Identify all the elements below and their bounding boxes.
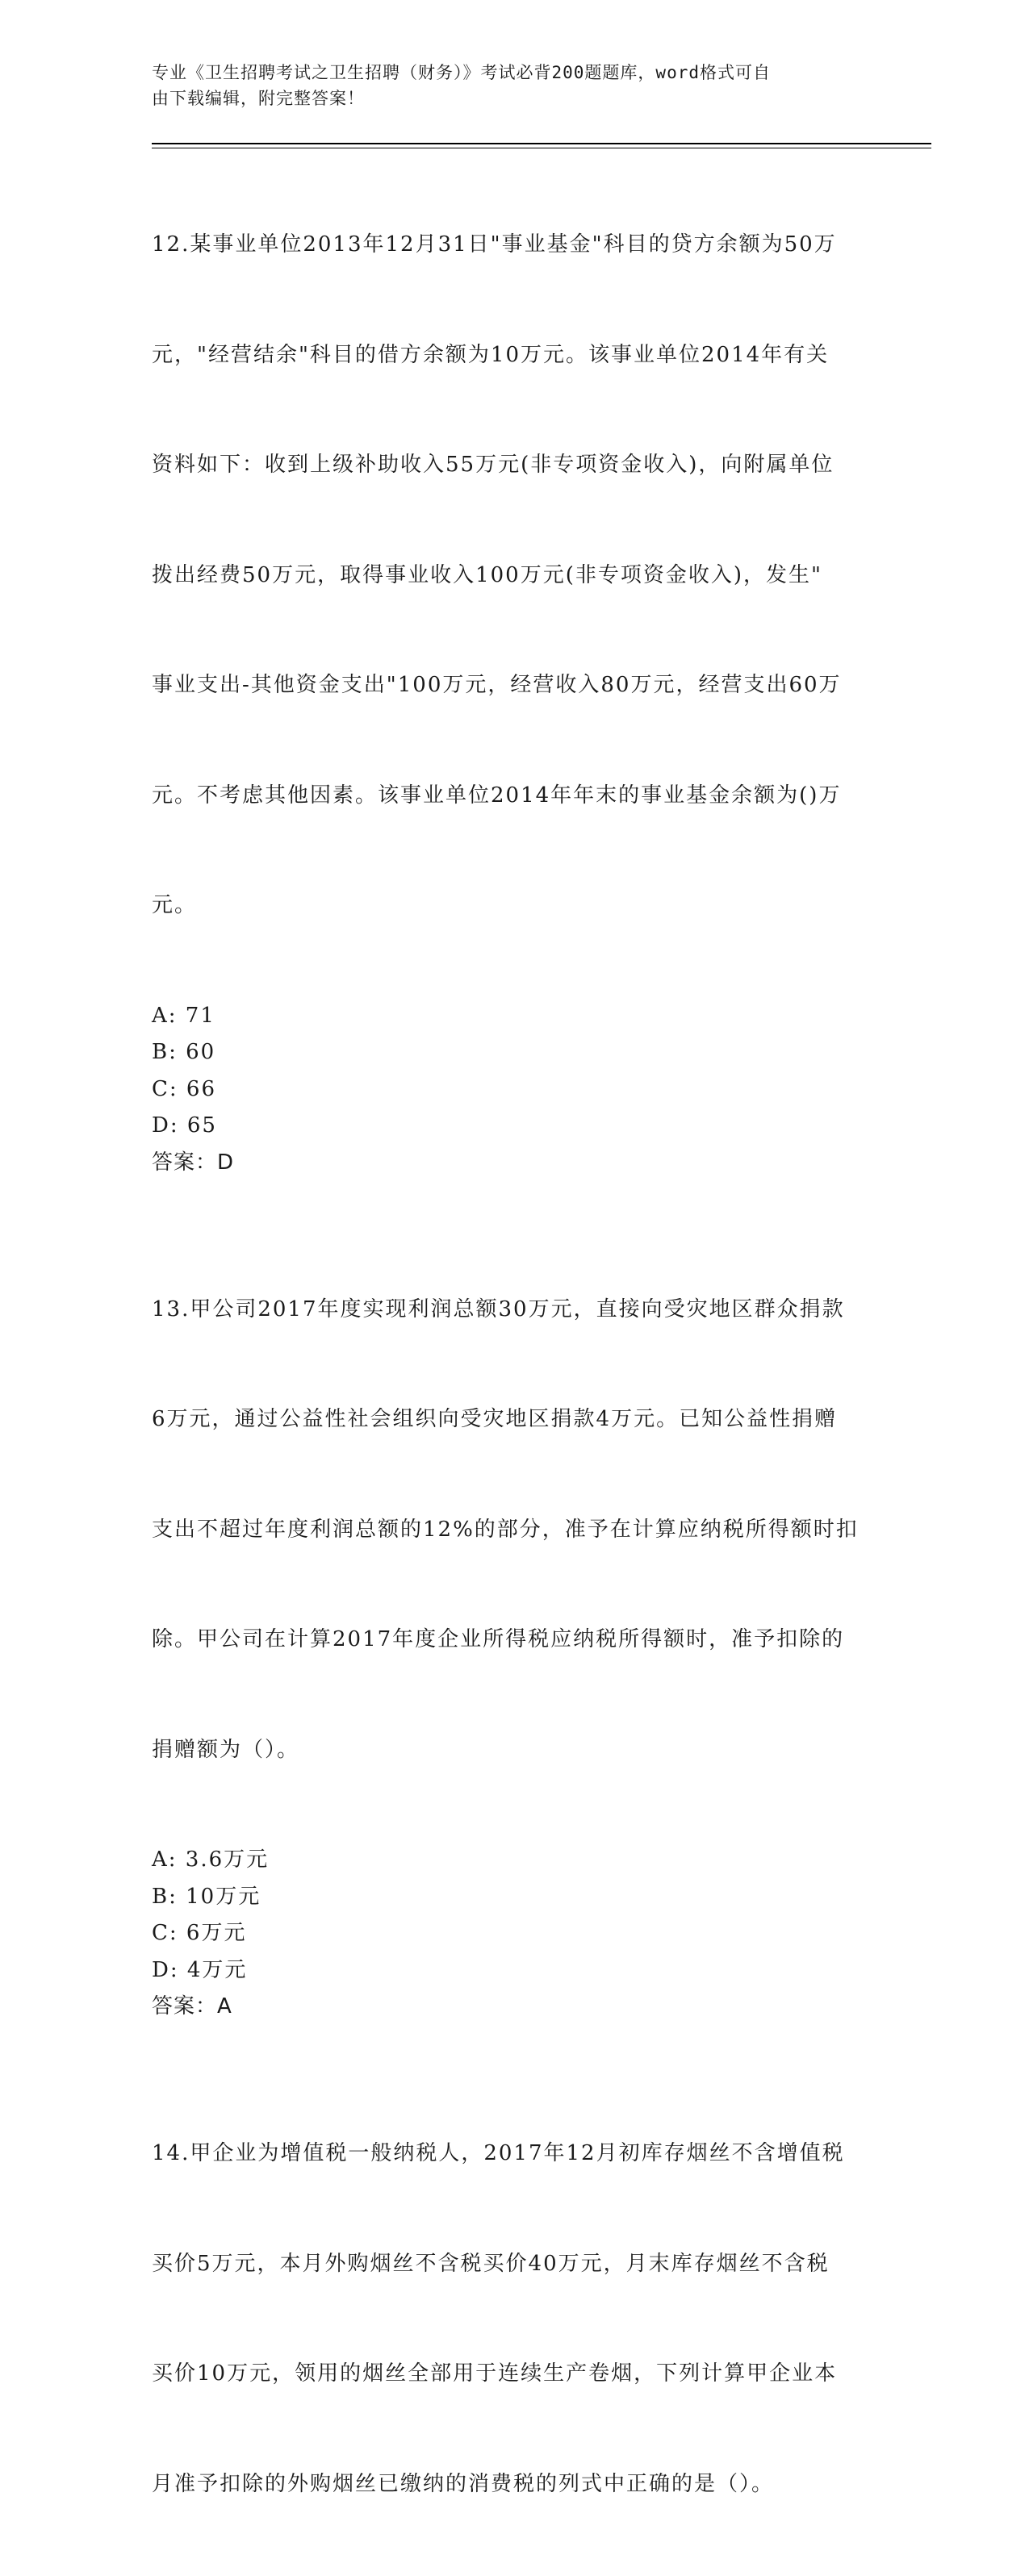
header-line: 由下载编辑，附完整答案！ bbox=[152, 89, 365, 108]
stem-line: 拨出经费50万元，取得事业收入100万元(非专项资金收入)，发生" bbox=[152, 562, 822, 587]
option-c: C: 6万元 bbox=[152, 1921, 247, 1945]
question-stem bbox=[152, 1218, 878, 1843]
stem-line: 支出不超过年度利润总额的12%的部分，准予在计算应纳税所得额时扣 bbox=[152, 1517, 859, 1542]
question-stem bbox=[152, 2062, 878, 2576]
document-header bbox=[152, 60, 862, 111]
header-divider-thick bbox=[152, 143, 931, 144]
question-stem bbox=[152, 153, 878, 998]
stem-line: 事业支出-其他资金支出"100万元，经营收入80万元，经营支出60万 bbox=[152, 673, 842, 697]
option-b: B: 60 bbox=[152, 1040, 216, 1064]
header-line: 专业《卫生招聘考试之卫生招聘（财务）》考试必背200题题库，word格式可自 bbox=[152, 63, 771, 82]
stem-line: 买价5万元，本月外购烟丝不含税买价40万元，月末库存烟丝不含税 bbox=[152, 2251, 830, 2276]
question-13 bbox=[152, 1218, 878, 2026]
option-c: C: 66 bbox=[152, 1076, 217, 1101]
question-12 bbox=[152, 153, 878, 1181]
spacer bbox=[152, 2026, 878, 2063]
stem-line: 元，"经营结余"科目的借方余额为10万元。该事业单位2014年有关 bbox=[152, 342, 830, 367]
stem-line: 买价10万元，领用的烟丝全部用于连续生产卷烟，下列计算甲企业本 bbox=[152, 2361, 838, 2386]
stem-line: 13.甲公司2017年度实现利润总额30万元，直接向受灾地区群众捐款 bbox=[152, 1296, 845, 1321]
stem-line: 14.甲企业为增值税一般纳税人，2017年12月初库存烟丝不含增值税 bbox=[152, 2141, 845, 2165]
option-b: B: 10万元 bbox=[152, 1884, 261, 1909]
stem-line: 捐赠额为（）。 bbox=[152, 1737, 300, 1762]
question-list bbox=[152, 153, 878, 2576]
stem-line: 月准予扣除的外购烟丝已缴纳的消费税的列式中正确的是（）。 bbox=[152, 2471, 775, 2496]
stem-line: 12.某事业单位2013年12月31日"事业基金"科目的贷方余额为50万 bbox=[152, 232, 837, 257]
question-14 bbox=[152, 2062, 878, 2576]
option-d: D: 65 bbox=[152, 1113, 217, 1138]
option-a: A: 71 bbox=[152, 1003, 215, 1028]
stem-line: 6万元，通过公益性社会组织向受灾地区捐款4万元。已知公益性捐赠 bbox=[152, 1407, 838, 1431]
answer-line: 答案：A bbox=[152, 1994, 232, 2019]
stem-line: 除。甲公司在计算2017年度企业所得税应纳税所得额时，准予扣除的 bbox=[152, 1627, 845, 1651]
stem-line: 元。 bbox=[152, 893, 198, 917]
option-a: A: 3.6万元 bbox=[152, 1847, 270, 1872]
stem-line: 元。不考虑其他因素。该事业单位2014年年末的事业基金余额为()万 bbox=[152, 783, 842, 808]
option-d: D: 4万元 bbox=[152, 1957, 248, 1982]
stem-line: 资料如下：收到上级补助收入55万元(非专项资金收入)，向附属单位 bbox=[152, 453, 834, 477]
spacer bbox=[152, 1181, 878, 1218]
answer-line: 答案：D bbox=[152, 1150, 235, 1175]
